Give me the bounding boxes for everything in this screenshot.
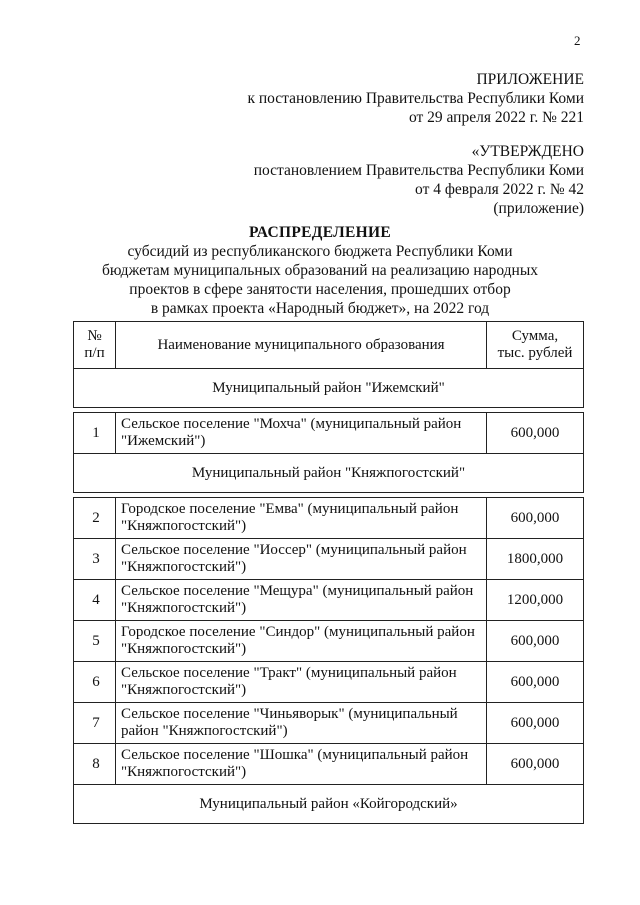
row-name: Сельское поселение "Мещура" (муниципальный район "Княжпогостский") bbox=[116, 580, 487, 621]
row-number: 8 bbox=[74, 744, 116, 785]
row-name: Городское поселение "Синдор" (муниципальный район "Княжпогостский") bbox=[116, 621, 487, 662]
document-heading: РАСПРЕДЕЛЕНИЕ bbox=[249, 224, 391, 241]
header-sum-label: Сумма, bbox=[511, 328, 559, 344]
row-sum: 1200,000 bbox=[487, 580, 584, 621]
approved-date: от 4 февраля 2022 г. № 42 bbox=[415, 181, 584, 198]
section-title: Муниципальный район "Ижемский" bbox=[74, 369, 584, 408]
row-name: Сельское поселение "Тракт" (муниципальный район "Княжпогостский") bbox=[116, 662, 487, 703]
row-name: Сельское поселение "Шошка" (муниципальный район "Княжпогостский") bbox=[116, 744, 487, 785]
appendix-label: ПРИЛОЖЕНИЕ bbox=[476, 71, 584, 88]
row-sum: 600,000 bbox=[487, 744, 584, 785]
distribution-table bbox=[73, 321, 584, 824]
header-sum-unit: тыс. рублей bbox=[497, 345, 573, 361]
header-number-symbol: № bbox=[87, 328, 102, 344]
document-title-block bbox=[60, 223, 580, 318]
appendix-reference: к постановлению Правительства Республики Коми bbox=[247, 90, 584, 107]
row-sum: 600,000 bbox=[487, 621, 584, 662]
table-row bbox=[74, 703, 584, 744]
table-row bbox=[74, 498, 584, 539]
row-number: 4 bbox=[74, 580, 116, 621]
section-row bbox=[74, 454, 584, 493]
header-sum bbox=[487, 322, 584, 369]
row-number: 2 bbox=[74, 498, 116, 539]
row-name: Городское поселение "Емва" (муниципальный район "Княжпогостский") bbox=[116, 498, 487, 539]
table-row bbox=[74, 539, 584, 580]
header-number-abbr: п/п bbox=[84, 345, 105, 361]
document-subtitle-line: бюджетам муниципальных образований на реализацию народных bbox=[102, 262, 538, 279]
document-subtitle-line: в рамках проекта «Народный бюджет», на 2022 год bbox=[150, 300, 490, 317]
document-subtitle-line: субсидий из республиканского бюджета Республики Коми bbox=[127, 243, 513, 260]
table-row bbox=[74, 662, 584, 703]
table-header-row bbox=[74, 322, 584, 369]
table-body bbox=[74, 369, 584, 824]
row-sum: 600,000 bbox=[487, 703, 584, 744]
row-number: 1 bbox=[74, 413, 116, 454]
table-row bbox=[74, 580, 584, 621]
row-number: 3 bbox=[74, 539, 116, 580]
section-title: Муниципальный район "Княжпогостский" bbox=[74, 454, 584, 493]
table-row bbox=[74, 413, 584, 454]
page-number: 2 bbox=[574, 33, 581, 48]
row-number: 7 bbox=[74, 703, 116, 744]
row-name: Сельское поселение "Мохча" (муниципальный район "Ижемский") bbox=[116, 413, 487, 454]
table-row bbox=[74, 621, 584, 662]
approved-note: (приложение) bbox=[493, 200, 584, 217]
section-row bbox=[74, 785, 584, 824]
appendix-date: от 29 апреля 2022 г. № 221 bbox=[408, 109, 584, 126]
approved-label: «УТВЕРЖДЕНО bbox=[471, 143, 584, 160]
row-sum: 600,000 bbox=[487, 498, 584, 539]
appendix-block bbox=[247, 70, 584, 127]
section-title: Муниципальный район «Койгородский» bbox=[74, 785, 584, 824]
section-row bbox=[74, 369, 584, 408]
header-number bbox=[74, 322, 116, 369]
approved-reference: постановлением Правительства Республики Коми bbox=[253, 162, 584, 179]
document-subtitle-line: проектов в сфере занятости населения, прошедших отбор bbox=[129, 281, 511, 298]
row-number: 5 bbox=[74, 621, 116, 662]
row-name: Сельское поселение "Иоссер" (муниципальный район "Княжпогостский") bbox=[116, 539, 487, 580]
row-sum: 1800,000 bbox=[487, 539, 584, 580]
header-name: Наименование муниципального образования bbox=[116, 322, 487, 369]
table-row bbox=[74, 744, 584, 785]
row-name: Сельское поселение "Чиньяворык" (муниципальный район "Княжпогостский") bbox=[116, 703, 487, 744]
row-number: 6 bbox=[74, 662, 116, 703]
row-sum: 600,000 bbox=[487, 413, 584, 454]
row-sum: 600,000 bbox=[487, 662, 584, 703]
approved-block bbox=[254, 142, 584, 218]
